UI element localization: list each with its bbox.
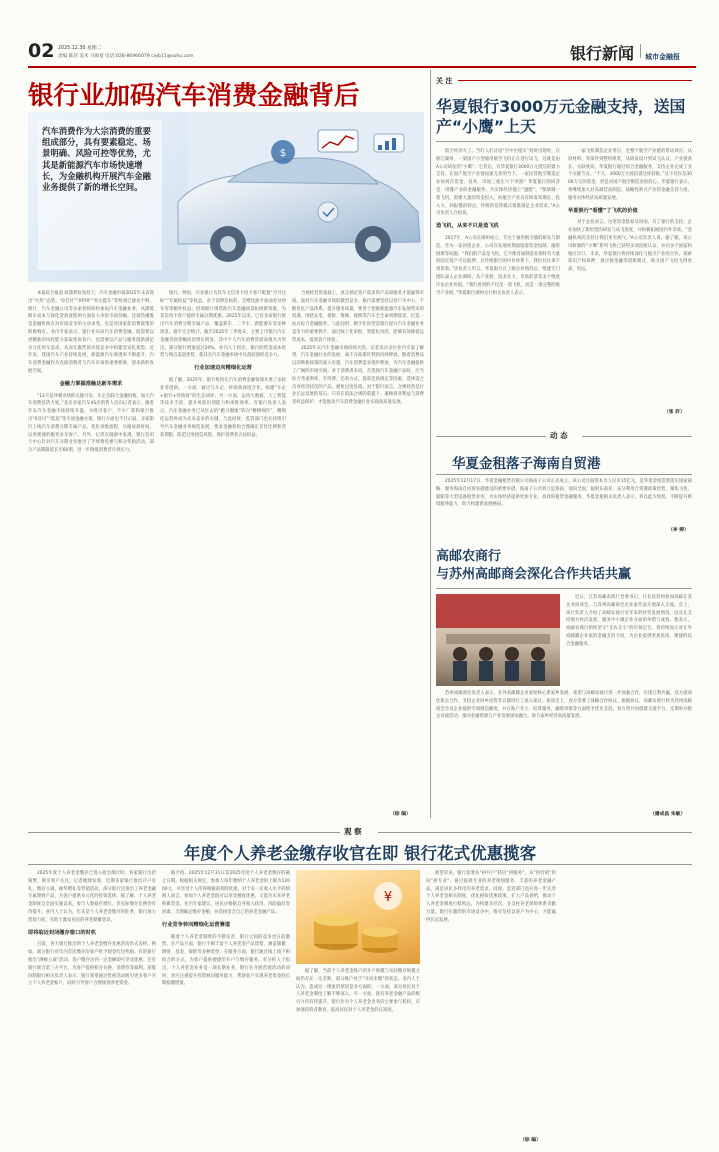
main-col2-para2: 据了解，2025年，银行机构在汽车消费金融领域开展了多轮业务创新。一方面，通过与车企、经销商深度合作，构建“车企+银行+经销商”的生态闭环；另一方面，运用大数据、人工智能等技术手段，提升风险识别能力和审批效率。有银行负责人表示，汽车金融业务已从过去的“跑马圈地”转向“精耕细作”，精细化运营将成为未来竞争的关键。与此同时，监管部门也在持续引导汽车金融业务规范发展，要求金融机构合理确定首付比例和贷款期限，防范过度授信风险，保护消费者合法权益。 <box>160 377 286 438</box>
dynamic-divider-2 <box>436 588 692 589</box>
observe-col-3 <box>296 968 420 1140</box>
main-col1-para1: 本报综合报道 政策利好加持下，汽车金融市场2025年末表现出“火热”态势。“0首付”“0利率”“0元提车”等机遇已屡见不鲜。银行、汽车金融公司等多家机构纷纷加码汽车金融业务，从降低购车成本与简化贷款流程两方面发力争抢市场份额。这场热潮既是金融机构应对市场竞争的主动求变，也是对国家促消费政策的积极响应。业内专家表示，银行业布局汽车消费金融，既需要以更精准的风控能力获取优质客户，也需要以产品与服务创新满足多元化用车需求，从而在激烈的市场竞争中构建差异化优势。近年来，我国汽车产业持续发展，新能源汽车渗透率不断提升，汽车消费金融作为连接消费者与汽车市场的重要桥梁，迎来新的发展空间。 <box>28 291 154 374</box>
main-subhead-1: 金融力掌握准触达新车需求 <box>59 380 123 387</box>
observe-subhead-2: 行业竞争转向精细化运营赛道 <box>162 921 231 928</box>
main-col1-para2: “12月是冲刺业绩的关键月份，车企会联合金融机构，加大汽车消费信贷力度。”北京多家汽车4S店销售人员向记者表示，随着年末汽车金融市场持续升温，为吸引客户，不少厂商和银行推出“0首付”“低息”等专项金融方案。银行方面也不甘示弱，多家银行上线汽车消费分期专属产品，优化审批流程，压缩放款时间，以更便捷的服务争夺客户。另外，记者在调研中发现，银行信用卡中心针对汽车分期业务推出了手续费优惠与积分奖励活动，部分产品期限延长至60期，进一步降低消费者月供压力。 <box>28 393 154 454</box>
focus-col2-para1: 一家飞机制造企业背后，是整个航空产业链的带动效应。从原材料、零部件到整机组装，从研发设计到试飞认证，产业链条长、关联度高。华夏银行通过综合金融服务，支持企业完成了多个关键节点。“不久，3000万元授信就这样获批。”这不仅仅是3000万元的资金，更是对国产航空制造业的信心。华夏银行表示，将继续加大对高端装备制造、战略性新兴产业的金融支持力度，服务实体经济高质量发展。 <box>568 149 692 201</box>
date-line: 2025.12.30 星期二 <box>58 46 102 51</box>
observe-col-4 <box>426 870 556 1140</box>
observe-col3-para1: 据了解，当前个人养老金账户的开户规模与实际缴存规模之间仍存在一定差距，部分账户处于“开而未缴”的状态。业内人士认为，造成这一现象的原因是多方面的，一方面，部分居民对个人养老金制度了解不够深入；另一方面，现有养老金融产品的吸引力仍有待提升。银行作为个人养老金业务的主要参与机构，应加强投资者教育，提高居民对个人养老金的认知度。 <box>296 969 420 1013</box>
pension-illustration <box>296 870 420 964</box>
page-number: 02 <box>28 40 55 62</box>
observe-col2-para2: 随着个人养老金制度的不断完善，银行之间的竞争也日趋激烈。在产品方面，银行不断丰富个人养老金产品货架，涵盖储蓄、理财、基金、保险等多种类型；在服务方面，银行通过线上线下相结合的方式，为客户提供便捷的开户与缴存服务。有分析人士指出，个人养老金业务是一项长期业务，银行在开展营销活动的同时，更应注重提升投资顾问服务能力，帮助客户实现养老资金的长期稳健增值。 <box>162 934 290 987</box>
observe-col1-para2: 目前，各大银行推出的个人养老金缴存优惠活动形式多样。例如，部分银行对年内首次缴存的客户给予现金红包奖励；有的银行推出“满额立减”活动，客户缴存达到一定金额即可享受优惠；还有银行联合第三方平台，为客户提供积分兑换、消费券等福利。某股份制银行相关负责人表示，银行希望通过优惠活动吸引更多客户开立个人养老金账户，同时引导客户合理规划养老资金。 <box>28 942 156 987</box>
observe-col-2 <box>162 870 290 1140</box>
focus-col1-para2: 2017年，A公司在湖州成立，专注于通用航空器的研发与制造。作为一家初创企业，公司在发展初期面临着资金短缺、融资困难等问题。“我们的产品是飞机，它不像普通制造业那样有大量的固定资产可以抵押，在传统银行的评价体系下，我们往往拿不到贷款。”该负责人坦言。华夏银行在了解企业情况后，组建专门团队深入企业调研，从产业链、技术实力、市场前景等多个维度评估企业价值。“我们看到的不仅是一架飞机，而是一条完整的航空产业链。”华夏银行湖州分行相关负责人表示。 <box>436 235 560 296</box>
main-headline: 银行业加码汽车消费金融背后 <box>28 81 360 111</box>
masthead-logo <box>640 44 697 61</box>
dynamic-rule-right <box>582 436 692 437</box>
main-col-2 <box>160 290 286 816</box>
focus-tag: 关 注 <box>436 77 453 85</box>
header-rule <box>28 66 696 68</box>
main-col3-para2: 2025年末汽车金融市场持续火热，记者采访多位业内专家了解到，汽车金融行业的发展，离不开政策红利的持续释放。随着消费品以旧换新政策的深入实施，汽车消费需求逐步释放，为汽车金融提供了广阔的市场空间。对于消费者来说，在选择汽车金融产品时，应当综合考虑利率、手续费、还款方式、提前还款规定等因素，选择适合自身经济状况的产品，避免过度负债。对于银行而言，合规经营是行业长远发展的基石。只有在依法合规的前提下，兼顾商业利益与消费者权益保护，才能推动汽车消费金融行业实现高质量发展。 <box>292 345 424 406</box>
lead-box <box>38 120 162 270</box>
lead-text: 汽车消费作为大宗消费的重要组成部分，具有要素稳定、场景明确、风险可控等优势，尤其是新能源汽车市场快速增长，为金融机构开展汽车金融业务提供了新的增长空间。 <box>42 126 151 193</box>
main-col3-para1: 合规经营的基础上，真正满足客户需求的产品和服务才能赢得市场。面对汽车金融市场的激烈竞争，银行需要坚持以客户为中心，不断优化产品体系，提升服务质量。要善于把握新能源汽车发展带来的机遇，围绕充电、保险、维修、置换等汽车全生命周期场景，打造一站式综合金融服务。与此同时，数字化转型是银行提升汽车金融业务竞争力的重要抓手，通过线上化审批、智能化风控，能够有效降低运营成本，提高客户体验。 <box>292 291 424 343</box>
focus-subhead-2: 华夏银行“看懂”了飞机的价值 <box>568 207 638 214</box>
dynamic-attribution-1: （李 婷） <box>668 528 689 533</box>
observe-headline: 年度个人养老金缴存收官在即 银行花式优惠揽客 <box>183 844 537 863</box>
dynamic-body2b-para: 苏州高邮商会负责人表示，在外高邮籍企业家始终心系家乡发展，希望与高邮农商行进一步加强合作，实现互利共赢。双方就深化银企合作、支持企业回乡投资等议题进行了深入探讨。座谈会上，双方签署了战略合作协议。根据协议，高邮农商行将为苏州高邮商会会员企业提供专项授信额度，并在账户开立、结算服务、融资审批等方面给予优先支持。双方将共同搭建交流平台，定期举办银企对接活动，推动金融资源与产业发展深度融合，助力家乡经济高质量发展。 <box>436 691 692 720</box>
focus-headline: 华夏银行3000万元金融支持，送国产“小鹰”上天 <box>436 97 686 136</box>
main-subhead-2: 行业加速迈向精细化运营 <box>194 365 252 372</box>
dynamic-body1-para: 2025年12月17日，华夏金融租赁有限公司海南子公司正式成立。该公司注册资本为人民币15亿元，是华夏金租贯彻落实国家战略、服务海南自由贸易港建设的重要举措。海南子公司将立足海南、面向全国、辐射东南亚，充分利用自贸港政策优势，聚焦飞机、船舶等大型设备租赁业务，为实体经济提供更加专业、高效的租赁金融服务。华夏金租相关负责人表示，将以此为契机，不断提升跨境服务能力，助力构建新发展格局。 <box>436 479 692 508</box>
column-divider <box>430 70 431 818</box>
section-title: 银行新闻 <box>570 44 635 63</box>
observe-subhead-1: 即将临近封闭缴存窗口的时机 <box>28 929 97 936</box>
coins-illustration <box>296 870 420 964</box>
gaoyou-photo <box>436 594 560 686</box>
observe-col1-para1: 2025年度个人养老金缴存已进入收官倒计时，各家银行出招频繁，吸引客户关注。记者梳理发现，近期多家银行推出开户有礼、缴存立减、抽奖赠礼等营销活动，部分银行还推出了养老金融专属理财产品，为客户提供多元化的投资选择。据了解，个人养老金制度自全面实施以来，参与人数稳步增长，但实际缴存比例仍有待提升。业内人士认为，年末是个人养老金缴存的旺季，银行加大营销力度，有助于激发居民的养老储蓄意识。 <box>28 871 156 923</box>
focus-col-2 <box>568 148 692 404</box>
dynamic-attribution-2: （潘成昌 朱敏） <box>650 812 686 817</box>
observe-tag: 观 察 <box>344 827 362 836</box>
observe-col-1 <box>28 870 156 1140</box>
meeting-photo <box>436 594 560 686</box>
focus-subhead-1: 造飞机，从来不只是造飞机 <box>436 223 499 230</box>
main-col-1 <box>28 290 154 816</box>
svg-text:$: $ <box>279 148 287 159</box>
dynamic-headline-1: 华夏金租落子海南自贸港 <box>452 456 601 472</box>
dynamic-body2-para: 近日，江苏高邮农商行党委书记、行长赴苏州参加高邮在苏企业座谈会，与苏州高邮商会企业家代表开展深入交流。会上，该行负责人介绍了高邮农商行近年来的经营发展情况，以及在支持地方经济发展、服务中小微企业方面的举措与成效。他表示，高邮农商行始终坚守“支农支小”的市场定位，将持续加大对在外高邮籍企业家的金融支持力度，为企业提供更加优质、便捷的综合金融服务。 <box>566 595 692 647</box>
observe-col2-para1: 据介绍，2025年12月31日是2025年度个人养老金缴存的截止日期。根据相关规定，参加人每年缴纳个人养老金的上限为12000元，可享受个人所得税税前扣除优惠。对于有一定收入水平的纳税人而言，参加个人养老金既可以享受税收优惠，又能为未来养老积累资金。业内专家建议，居民应根据自身收入状况、风险偏好等因素，合理确定缴存金额，并选择适合自己的养老金融产品。 <box>162 871 290 915</box>
observe-attribution: （综 编） <box>520 1138 541 1143</box>
observe-rule-left <box>28 832 340 833</box>
focus-col2-para2: 对于企业而言，这笔资金犹如及时雨。有了银行的支持，企业加快了新机型的研发与试飞进度，并积极拓展国内外市场。“金融机构的支持让我们更有底气。”A公司负责人说。据了解，该公司研制的“小鹰”系列飞机已获得多项适航认证，并向多个国家和地区出口。未来，华夏银行将持续深化与航空产业的合作，探索知识产权质押、供应链金融等创新模式，助力国产飞机飞得更高、更远。 <box>568 220 692 273</box>
focus-divider <box>436 141 692 142</box>
dynamic-body-1 <box>436 478 692 534</box>
editor-line: 责编 陈萍 美术 马海宽 电话:028-86966079 cejb11@sohu.com <box>58 54 194 59</box>
main-attribution: （综 编） <box>390 812 411 817</box>
masthead-text: 城市金融报 <box>645 53 680 61</box>
dynamic-rule-left <box>436 436 546 437</box>
focus-col-1 <box>436 148 560 420</box>
observe-col4-para1: 展望未来，银行需要从“拼开户”转向“拼服务”，从“拼营销”转向“拼专业”。通过提供专业的养老规划服务、丰富的养老金融产品，满足居民多样化的养老需求。同时，监管部门也应进一步完善个人养老金相关制度，优化税收优惠政策，扩大产品供给，推动个人养老金制度行稳致远，为构建多层次、多支柱养老保险体系贡献力量。银行在激烈的市场竞争中，唯有坚持以客户为中心，才能赢得长远发展。 <box>426 871 556 923</box>
observe-divider <box>28 864 692 865</box>
dynamic-body-2 <box>566 594 692 686</box>
focus-rule <box>458 80 692 81</box>
dynamic-headline-2: 高邮农商行 与苏州高邮商会深化合作共话共赢 <box>436 549 632 582</box>
observe-rule-right <box>378 832 692 833</box>
svg-text:¥: ¥ <box>383 890 393 905</box>
dynamic-body-2b <box>436 690 692 808</box>
dynamic-divider-1 <box>436 474 692 475</box>
dynamic-tag: 动 态 <box>550 431 568 440</box>
focus-col1-para1: 低空经济火了。当红人们讨论“空中出租车”何时出现时，在浙江湖州，一架国产小型通用航空飞机正在进行试飞，这就是由A公司研发的“小鹰”。它背后，有华夏银行3000万元授信的鼎力支持。在国产航空产业链加速完善的当下，一家民营航空制造企业如何在资金、技术、市场三重压力下突围？华夏银行的回答是：用懂产业的金融服务，为实体经济插上“翅膀”。“要研制一架飞机，需要大量的资金投入，而航空产业具有研发周期长、投入大、回报慢的特点，传统的信贷模式很难满足企业需求。”A公司负责人介绍说。 <box>436 149 560 217</box>
main-col-3 <box>292 290 424 808</box>
main-col2-para1: 银行。例如，兴业银行为其车主信用卡持卡客户配置“月月达标”“专属权益”等权益，对于消费达标的，会赠送油卡加油券及停车券等额外权益；招商银行则借助汽车金融场景拓展新客群，为其信用卡客户提供专属分期优惠。2025年以来，已有多家银行推出汽车消费分期专属产品，覆盖新车、二手车、新能源车等多种场景。据不完全统计，截至2025年三季度末，主要上市银行汽车金融贷款余额同比增长明显，其中个人汽车消费贷款表现尤为突出，部分银行增速超过20%。业内人士指出，银行的资金成本优势与网点渠道优势，使其在汽车金融市场中具备较强的竞争力。 <box>160 291 286 359</box>
focus-attribution: （张 轩） <box>664 410 685 415</box>
